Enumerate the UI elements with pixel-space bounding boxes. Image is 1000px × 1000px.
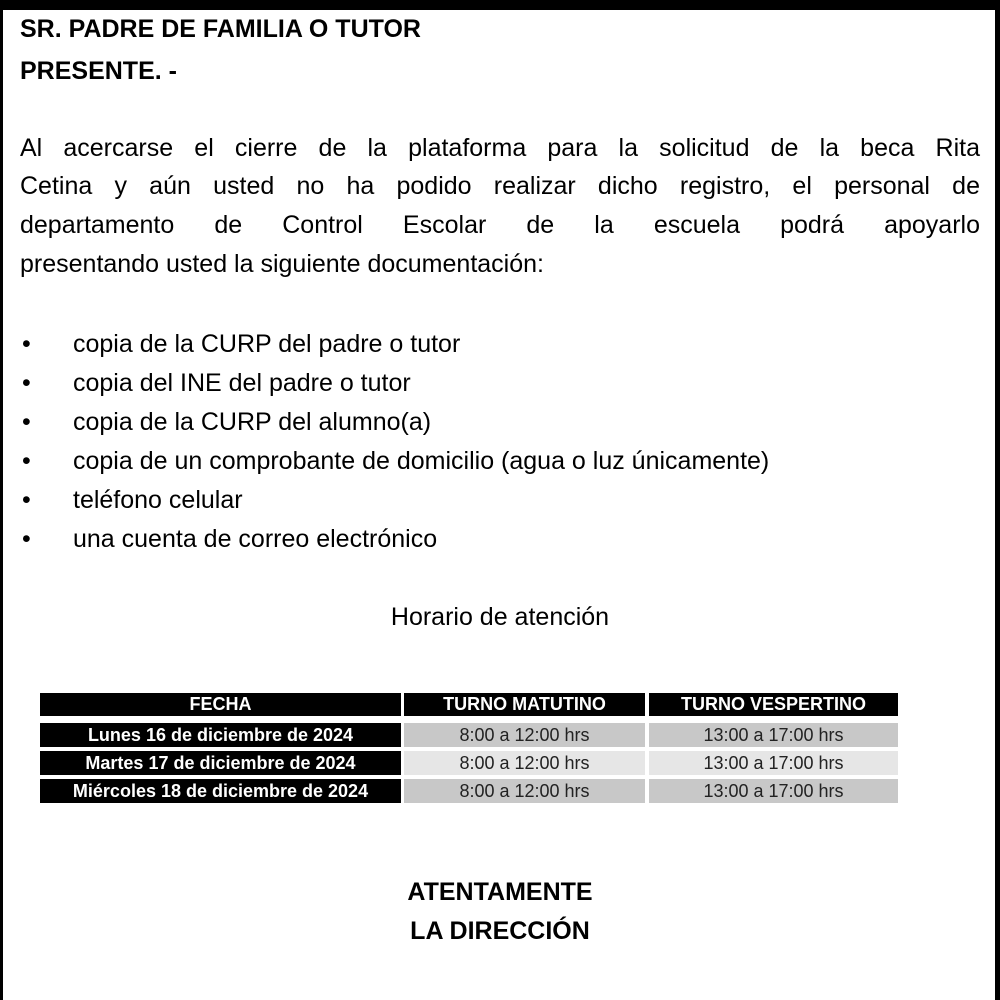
table-header-cell: FECHA [40, 693, 401, 716]
paragraph-line: Al acercarse el cierre de la plataforma para la solicitud de la beca Rita [20, 134, 980, 162]
list-item-text: copia de un comprobante de domicilio (agua o luz únicamente) [73, 447, 770, 475]
table-date-cell: Lunes 16 de diciembre de 2024 [40, 723, 401, 747]
closing-direccion: LA DIRECCIÓN [410, 917, 590, 945]
addressee-heading: SR. PADRE DE FAMILIA O TUTOR [20, 15, 421, 43]
table-header-cell: TURNO VESPERTINO [649, 693, 898, 716]
list-item-text: una cuenta de correo electrónico [73, 525, 438, 553]
frame-border-right [995, 0, 1000, 1000]
bullet-icon: • [22, 447, 31, 475]
frame-border-top [0, 0, 1000, 10]
schedule-title: Horario de atención [390, 603, 610, 631]
presente-heading: PRESENTE. - [20, 57, 177, 85]
table-header-cell: TURNO MATUTINO [404, 693, 645, 716]
table-time-cell: 13:00 a 17:00 hrs [649, 779, 898, 803]
frame-border-left [0, 0, 3, 1000]
table-time-cell: 13:00 a 17:00 hrs [649, 723, 898, 747]
table-time-cell: 13:00 a 17:00 hrs [649, 751, 898, 775]
list-item-text: copia de la CURP del padre o tutor [73, 330, 461, 358]
table-time-cell: 8:00 a 12:00 hrs [404, 751, 645, 775]
bullet-icon: • [22, 369, 31, 397]
table-date-cell: Martes 17 de diciembre de 2024 [40, 751, 401, 775]
table-time-cell: 8:00 a 12:00 hrs [404, 723, 645, 747]
table-time-cell: 8:00 a 12:00 hrs [404, 779, 645, 803]
paragraph-line: presentando usted la siguiente documentación: [20, 250, 544, 278]
table-date-cell: Miércoles 18 de diciembre de 2024 [40, 779, 401, 803]
bullet-icon: • [22, 525, 31, 553]
paragraph-line: Cetina y aún usted no ha podido realizar dicho registro, el personal de [20, 172, 980, 200]
paragraph-line: departamento de Control Escolar de la escuela podrá apoyarlo [20, 211, 980, 239]
bullet-icon: • [22, 486, 31, 514]
list-item-text: copia de la CURP del alumno(a) [73, 408, 432, 436]
closing-atentamente: ATENTAMENTE [407, 878, 593, 906]
list-item-text: copia del INE del padre o tutor [73, 369, 411, 397]
bullet-icon: • [22, 408, 31, 436]
list-item-text: teléfono celular [73, 486, 243, 514]
bullet-icon: • [22, 330, 31, 358]
